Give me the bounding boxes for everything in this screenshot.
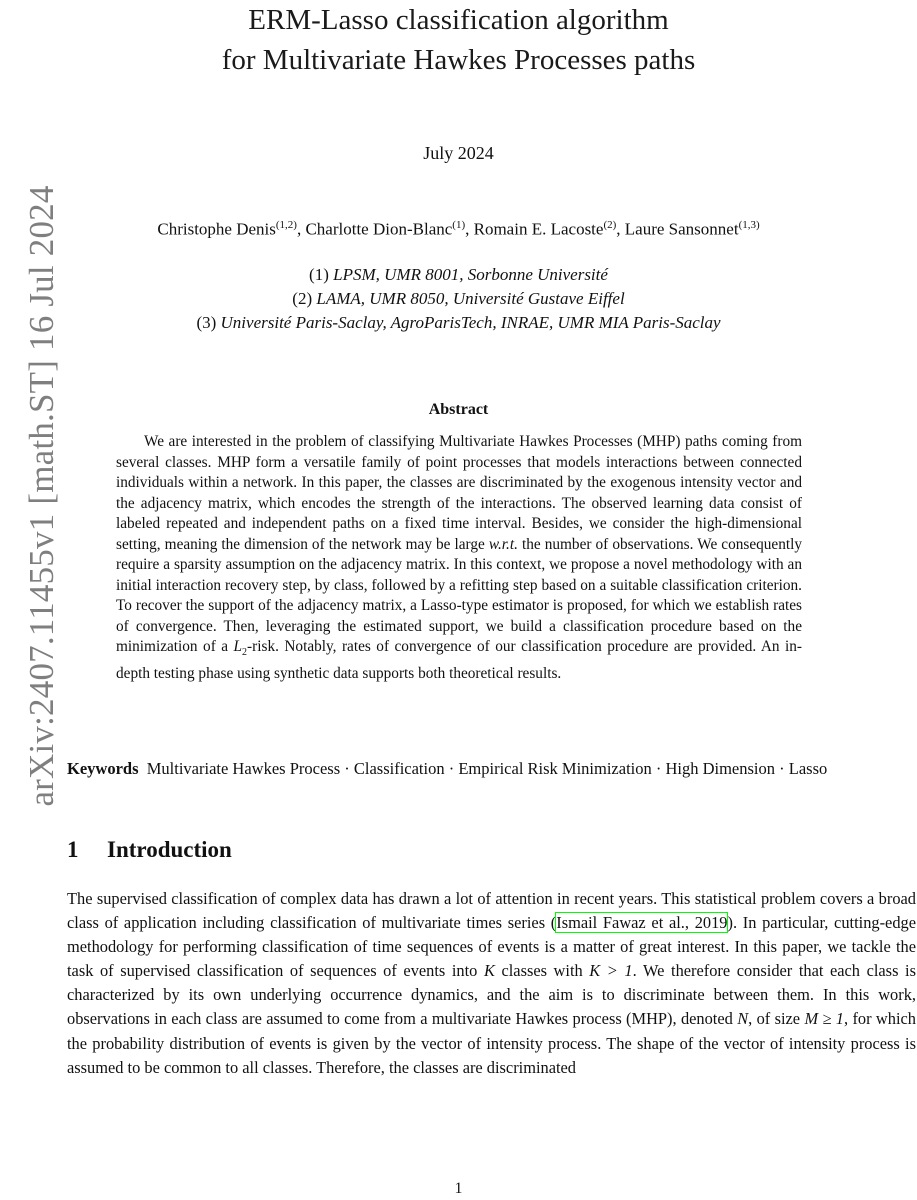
author-name: Laure Sansonnet bbox=[624, 219, 739, 239]
affiliation-item bbox=[0, 311, 917, 335]
intro-segment: The supervised classification of complex data has drawn a lot of attention in recent years. This statistical problem covers a broad class of application including classification of multivariate times series ( bbox=[67, 889, 916, 933]
author-name: Christophe Denis bbox=[157, 219, 276, 239]
affiliation-name: LAMA, UMR 8050, Université Gustave Eiffel bbox=[316, 289, 625, 308]
intro-segment: , for which the probability distribution of events is given by the vector of intensity process. The shape of the vector of intensity process is assumed to be common to all classes. Therefore, the classes are discriminated bbox=[67, 1009, 916, 1077]
abstract-segment: the number of observations. We consequently require a sparsity assumption on the adjacency matrix. In this context, we propose a novel methodology with an initial interaction recovery step, by class, followed by a refitting step based on a suitable classification criterion. To recover the support of the adjacency matrix, a Lasso-type estimator is proposed, for which we establish rates of convergence. Then, leveraging the estimated support, we build a classification procedure based on the minimization of a bbox=[116, 535, 802, 655]
introduction-paragraph bbox=[67, 887, 916, 1080]
title-line-1: ERM-Lasso classification algorithm bbox=[248, 4, 669, 36]
author-name: Romain E. Lacoste bbox=[473, 219, 604, 239]
section-heading bbox=[67, 837, 232, 863]
title-line-2: for Multivariate Hawkes Processes paths bbox=[221, 44, 696, 76]
author-affiliation-mark: (1,2) bbox=[275, 219, 297, 231]
keywords-label: Keywords bbox=[67, 759, 139, 778]
math-symbol: N bbox=[737, 1009, 749, 1029]
author-affiliation-mark: (1,3) bbox=[738, 219, 760, 231]
affiliation-list bbox=[0, 263, 917, 335]
affiliation-item bbox=[0, 263, 917, 287]
math-expression: K > 1 bbox=[589, 961, 633, 981]
publication-date: July 2024 bbox=[423, 143, 494, 163]
abstract-emphasis: w.r.t. bbox=[488, 535, 518, 553]
math-subscript: 2 bbox=[242, 647, 248, 659]
arxiv-identifier-stamp: arXiv:2407.11455v1 [math.ST] 16 Jul 2024 bbox=[22, 185, 61, 807]
keywords bbox=[67, 757, 907, 781]
intro-segment: classes with bbox=[501, 961, 583, 981]
abstract-segment: -risk. Notably, rates of convergence of our classification procedure are provided. An in-depth testing phase using synthetic data supports both theoretical results. bbox=[116, 638, 802, 682]
affiliation-number: (1) bbox=[309, 265, 329, 284]
affiliation-number: (3) bbox=[196, 313, 217, 332]
author-affiliation-mark: (1) bbox=[452, 219, 466, 231]
intro-segment: . We therefore consider that each class is characterized by its own underlying occurrence dynamics, and the aim is to discriminate between them. In this work, observations in each class are assumed to come from a multivariate Hawkes process (MHP), denoted bbox=[67, 961, 916, 1029]
section-number: 1 bbox=[67, 837, 79, 862]
intro-segment: , of size bbox=[748, 1009, 801, 1029]
affiliation-item bbox=[0, 287, 917, 311]
math-expression: M ≥ 1 bbox=[804, 1009, 845, 1029]
math-symbol: L bbox=[233, 638, 243, 655]
abstract-heading: Abstract bbox=[428, 401, 489, 418]
paper-title bbox=[0, 0, 917, 80]
abstract-segment: We are interested in the problem of classifying Multivariate Hawkes Processes (MHP) paths coming from several classes. MHP form a versatile family of point processes that models interactions between connected individuals within a network. In this paper, the classes are discriminated by the exogenous intensity vector and the adjacency matrix, which encodes the strength of the interactions. The observed learning data consist of labeled repeated and independent paths on a fixed time interval. Besides, we consider the high-dimensional setting, meaning the dimension of the network may be large bbox=[116, 433, 802, 553]
author-affiliation-mark: (2) bbox=[603, 219, 617, 231]
keywords-text: Multivariate Hawkes Process · Classification · Empirical Risk Minimization · High Dimension · Lasso bbox=[146, 759, 828, 778]
author-list: Christophe Denis$^{(1,2)}$, Charlotte Dion-Blanc$^{(1)}$, Romain E. Lacoste$^{(2)}$, Laure Sansonnet$^{(1,3)}$ bbox=[157, 219, 760, 239]
page-number: 1 bbox=[454, 1180, 463, 1197]
author-name: Charlotte Dion-Blanc bbox=[305, 219, 453, 239]
affiliation-number: (2) bbox=[292, 289, 313, 308]
citation-link[interactable]: Ismail Fawaz et al., 2019 bbox=[556, 913, 728, 933]
affiliation-name: Université Paris-Saclay, AgroParisTech, INRAE, UMR MIA Paris-Saclay bbox=[220, 313, 721, 332]
affiliation-name: LPSM, UMR 8001, Sorbonne Université bbox=[333, 265, 608, 284]
abstract-text bbox=[116, 432, 802, 684]
section-title: Introduction bbox=[107, 837, 232, 862]
math-symbol: K bbox=[483, 961, 495, 981]
intro-segment: ). In particular, cutting-edge methodology for performing classification of time sequences of events is a matter of great interest. In this paper, we tackle the task of supervised classification of sequences of events into bbox=[67, 913, 916, 981]
